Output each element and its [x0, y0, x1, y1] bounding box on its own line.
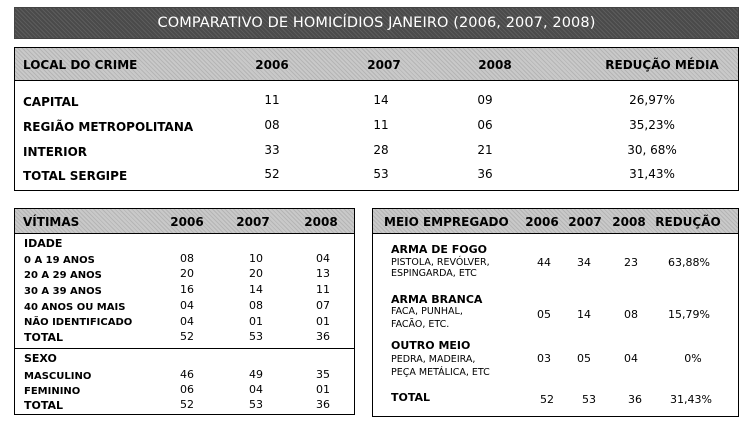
cell-2006: 08	[264, 118, 280, 132]
cell-2006: 46	[180, 368, 194, 381]
header-meio: MEIO EMPREGADO	[384, 215, 509, 229]
cell-2006: 16	[180, 283, 194, 296]
cell-2006: 20	[180, 267, 194, 280]
row-label: 0 A 19 ANOS	[24, 255, 95, 266]
cell-2007: 14	[249, 283, 263, 296]
cell-2008: 36	[628, 393, 642, 406]
section-divider	[15, 348, 354, 349]
cell-reducao: 30, 68%	[627, 143, 677, 157]
cell-2007: 05	[577, 352, 591, 365]
row-detail: PEDRA, MADEIRA,	[391, 354, 476, 365]
cell-2006: 06	[180, 383, 194, 396]
cell-reducao: 15,79%	[668, 308, 710, 321]
cell-2007: 01	[249, 315, 263, 328]
header-local: LOCAL DO CRIME	[23, 58, 138, 72]
row-detail: PEÇA METÁLICA, ETC	[391, 367, 490, 378]
row-label: 40 ANOS OU MAIS	[24, 302, 126, 313]
row-label: ARMA BRANCA	[391, 293, 483, 306]
row-detail: FACÃO, ETC.	[391, 319, 450, 330]
cell-2008: 21	[477, 143, 493, 157]
title-bar	[14, 7, 739, 39]
cell-2006: 52	[180, 330, 194, 343]
cell-2007: 53	[373, 167, 389, 181]
header-2007: 2007	[367, 58, 401, 72]
vitimas-table	[14, 208, 355, 415]
cell-2006: 03	[537, 352, 551, 365]
cell-2007: 53	[582, 393, 596, 406]
cell-2007: 53	[249, 398, 263, 411]
header-reducao: REDUÇÃO	[655, 215, 721, 229]
cell-2006: 44	[537, 256, 551, 269]
meio-header	[373, 209, 738, 234]
cell-2006: 52	[264, 167, 280, 181]
cell-2007: 10	[249, 252, 263, 265]
header-2006: 2006	[525, 215, 559, 229]
cell-2007: 04	[249, 383, 263, 396]
cell-2008: 36	[316, 398, 330, 411]
cell-reducao: 0%	[684, 352, 702, 365]
local-crime-table	[14, 47, 739, 191]
cell-2006: 52	[540, 393, 554, 406]
row-label: NÃO IDENTIFICADO	[24, 317, 133, 328]
row-detail: ESPINGARDA, ETC	[391, 268, 477, 279]
cell-2008: 06	[477, 118, 493, 132]
header-2007: 2007	[236, 215, 270, 229]
cell-2008: 01	[316, 315, 330, 328]
cell-2007: 11	[373, 118, 389, 132]
row-label: FEMININO	[24, 386, 81, 397]
cell-2008: 36	[316, 330, 330, 343]
cell-2007: 20	[249, 267, 263, 280]
row-detail: PISTOLA, REVÓLVER,	[391, 257, 490, 268]
row-label: ARMA DE FOGO	[391, 243, 487, 256]
cell-2007: 14	[373, 93, 389, 107]
cell-2006: 05	[537, 308, 551, 321]
row-label: TOTAL	[24, 331, 64, 344]
cell-2007: 49	[249, 368, 263, 381]
cell-2006: 11	[264, 93, 280, 107]
cell-reducao: 31,43%	[629, 167, 675, 181]
cell-2007: 08	[249, 299, 263, 312]
cell-2008: 04	[316, 252, 330, 265]
row-label: MASCULINO	[24, 371, 92, 382]
cell-2007: 14	[577, 308, 591, 321]
cell-2008: 07	[316, 299, 330, 312]
cell-2008: 11	[316, 283, 330, 296]
header-2006: 2006	[170, 215, 204, 229]
row-label: 30 A 39 ANOS	[24, 286, 102, 297]
row-label: 20 A 29 ANOS	[24, 270, 102, 281]
local-crime-header	[15, 48, 738, 81]
cell-2008: 13	[316, 267, 330, 280]
idade-label: IDADE	[24, 237, 63, 250]
header-2008: 2008	[478, 58, 512, 72]
row-label: OUTRO MEIO	[391, 339, 471, 352]
cell-2007: 53	[249, 330, 263, 343]
header-vitimas: VÍTIMAS	[23, 215, 80, 229]
row-detail: FACA, PUNHAL,	[391, 306, 463, 317]
row-label: TOTAL	[24, 399, 64, 412]
cell-2008: 04	[624, 352, 638, 365]
cell-2007: 34	[577, 256, 591, 269]
sexo-label: SEXO	[24, 352, 57, 365]
cell-reducao: 31,43%	[670, 393, 712, 406]
vitimas-header	[15, 209, 354, 234]
header-2007: 2007	[568, 215, 602, 229]
cell-2006: 08	[180, 252, 194, 265]
cell-reducao: 35,23%	[629, 118, 675, 132]
row-label: CAPITAL	[23, 95, 79, 109]
cell-2008: 08	[624, 308, 638, 321]
header-reducao-media: REDUÇÃO MÉDIA	[605, 58, 719, 72]
cell-2006: 04	[180, 299, 194, 312]
row-label: TOTAL	[391, 391, 431, 404]
cell-2006: 52	[180, 398, 194, 411]
cell-reducao: 63,88%	[668, 256, 710, 269]
cell-2008: 23	[624, 256, 638, 269]
cell-2008: 36	[477, 167, 493, 181]
row-label: REGIÃO METROPOLITANA	[23, 120, 194, 134]
meio-empregado-table	[372, 208, 739, 417]
page-title: COMPARATIVO DE HOMICÍDIOS JANEIRO (2006, 2007, 2008)	[157, 15, 596, 31]
cell-2008: 09	[477, 93, 493, 107]
row-label: TOTAL SERGIPE	[23, 169, 128, 183]
row-label: INTERIOR	[23, 145, 88, 159]
header-2008: 2008	[612, 215, 646, 229]
cell-2007: 28	[373, 143, 389, 157]
header-2008: 2008	[304, 215, 338, 229]
cell-reducao: 26,97%	[629, 93, 675, 107]
cell-2008: 35	[316, 368, 330, 381]
header-2006: 2006	[255, 58, 289, 72]
cell-2006: 33	[264, 143, 280, 157]
cell-2006: 04	[180, 315, 194, 328]
cell-2008: 01	[316, 383, 330, 396]
